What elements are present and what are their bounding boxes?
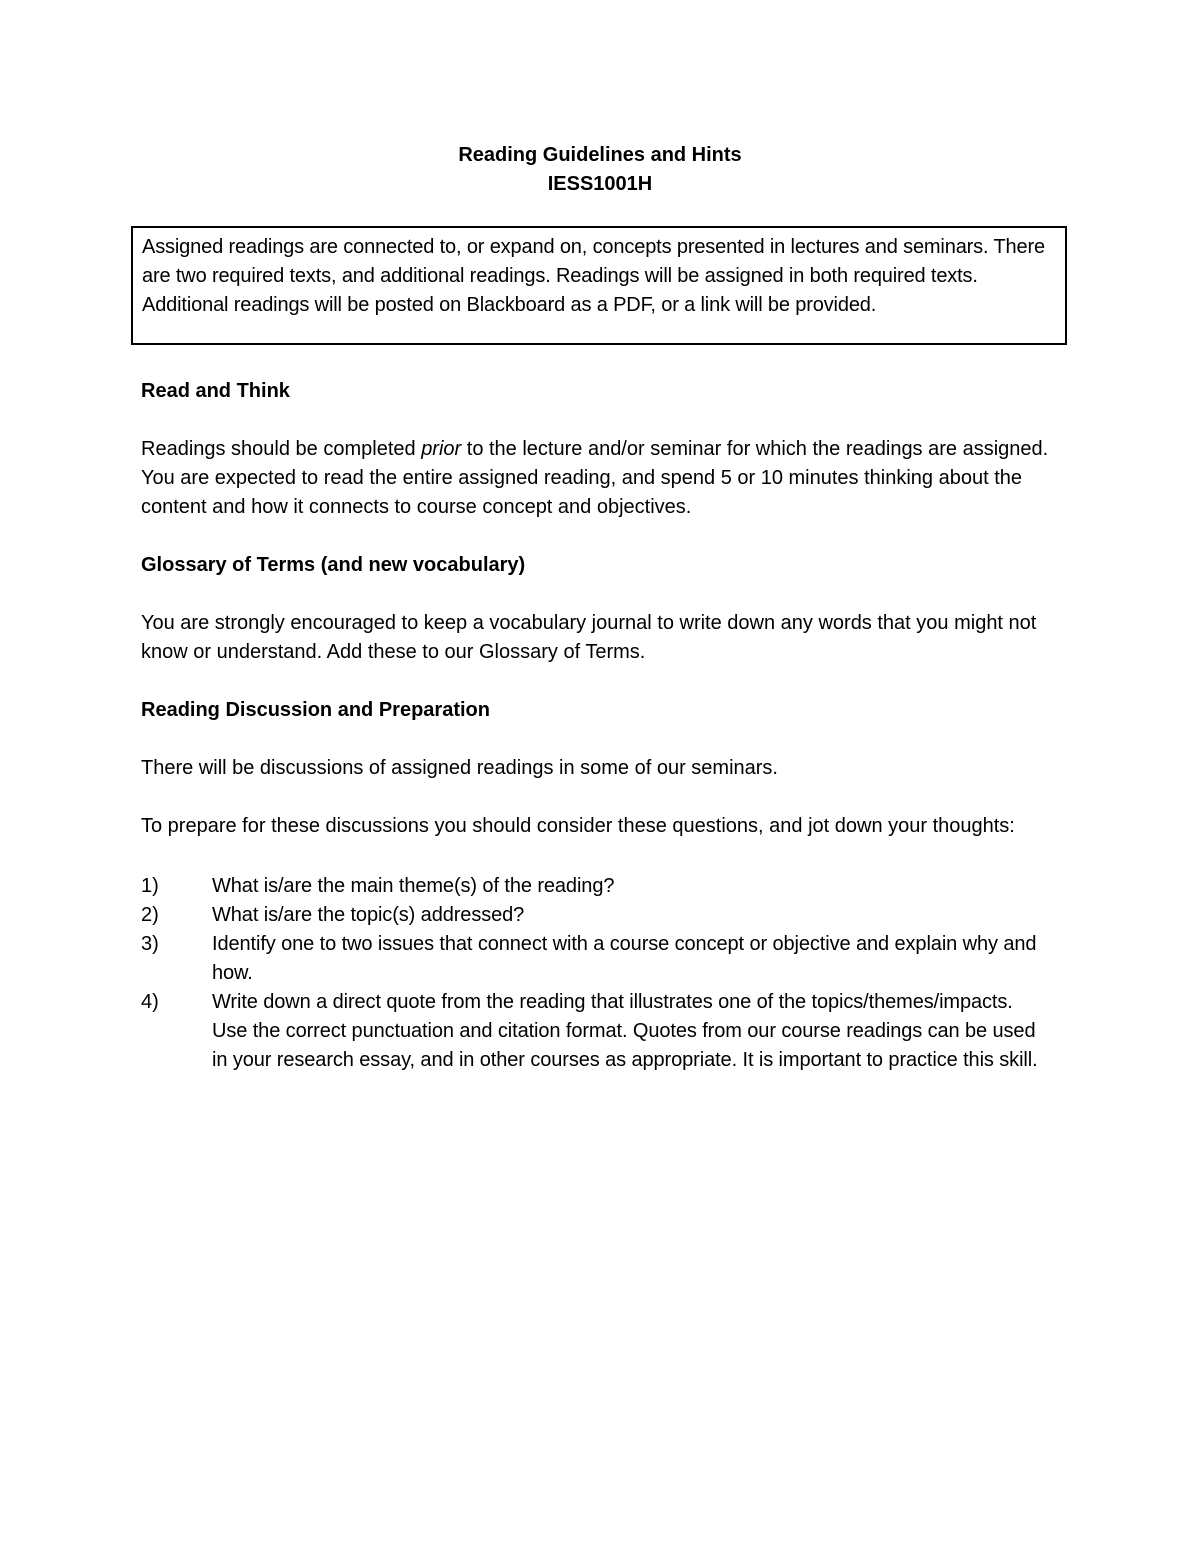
discussion-paragraph-2: To prepare for these discussions you should consider these questions, and jot down your thoughts: xyxy=(141,815,1015,837)
list-number: 3) xyxy=(141,933,159,955)
list-number: 2) xyxy=(141,904,159,926)
intro-text: Assigned readings are connected to, or expand on, concepts presented in lectures and seminars. There are two required texts, and additional readings. Readings will be assigned in both required texts. Additional readings will be posted on Blackboard as a PDF, or a link will be provided. xyxy=(142,236,1045,316)
list-text: What is/are the topic(s) addressed? xyxy=(212,904,525,926)
glossary-paragraph: You are strongly encouraged to keep a vocabulary journal to write down any words that you might not know or understand. Add these to our Glossary of Terms. xyxy=(141,612,1037,663)
read-and-think-paragraph xyxy=(141,435,1051,522)
read-and-think-text-start: Readings should be completed xyxy=(141,438,422,460)
list-item xyxy=(141,901,1051,930)
list-number: 4) xyxy=(141,991,159,1013)
list-text: Identify one to two issues that connect with a course concept or objective and explain why and how. xyxy=(212,933,1037,984)
list-item xyxy=(141,988,1051,1075)
list-text: What is/are the main theme(s) of the reading? xyxy=(212,875,615,897)
heading-discussion: Reading Discussion and Preparation xyxy=(141,699,490,721)
list-number: 1) xyxy=(141,875,159,897)
read-and-think-text-end: to the lecture and/or seminar for which the readings are assigned. You are expected to read the entire assigned reading, and spend 5 or 10 minutes thinking about the content and how it connects to course concept and objectives. xyxy=(141,438,1049,518)
list-item xyxy=(141,872,1051,901)
title-block xyxy=(0,141,1200,199)
heading-read-and-think: Read and Think xyxy=(141,380,290,402)
list-text: Write down a direct quote from the reading that illustrates one of the topics/themes/impacts. Use the correct punctuation and citation format. Quotes from our course readings can be used in your research essay, and in other courses as appropriate. It is important to practice this skill. xyxy=(212,991,1038,1071)
list-item xyxy=(141,930,1051,988)
document-body xyxy=(141,377,1051,1075)
emphasis-prior: prior xyxy=(421,438,462,460)
course-code: IESS1001H xyxy=(547,173,653,195)
questions-list xyxy=(141,872,1051,1075)
heading-glossary: Glossary of Terms (and new vocabulary) xyxy=(141,554,526,576)
intro-box xyxy=(131,226,1067,345)
discussion-paragraph-1: There will be discussions of assigned readings in some of our seminars. xyxy=(141,757,778,779)
document-title: Reading Guidelines and Hints xyxy=(458,144,742,166)
